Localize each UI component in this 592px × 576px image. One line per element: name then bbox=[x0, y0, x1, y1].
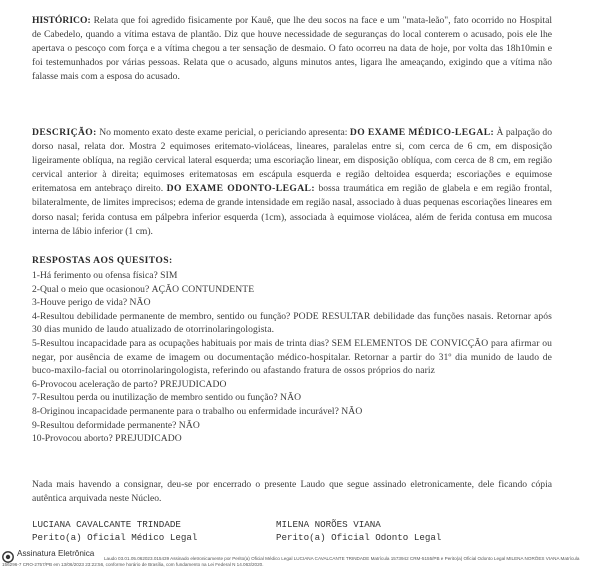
quesito-answer: PREJUDICADO bbox=[159, 378, 227, 390]
resposta-item bbox=[32, 419, 552, 433]
quesito-question: 8-Originou incapacidade permanente para o trabalho ou enfermidade incurável? bbox=[32, 405, 342, 417]
quesito-question: 9-Resultou deformidade permanente? bbox=[32, 419, 179, 431]
quesito-answer: NÃO bbox=[280, 392, 302, 404]
quesito-question: 7-Resultou perda ou inutilização de membro sentido ou função? bbox=[32, 392, 281, 404]
signer-name: LUCIANA CAVALCANTE TRINDADE bbox=[32, 519, 181, 530]
closing-paragraph: Nada mais havendo a consignar, deu-se por encerrado o presente Laudo que segue assinado eletronicamente, dele ficando cópia autêntica arquivada neste Núcleo. bbox=[32, 479, 552, 505]
resposta-item bbox=[32, 296, 552, 310]
historico-paragraph bbox=[32, 14, 552, 84]
signature-block-medico bbox=[32, 518, 197, 544]
descricao-label: DESCRIÇÃO: bbox=[32, 127, 97, 138]
descricao-text-intro: No momento exato deste exame pericial, o periciando apresenta: bbox=[96, 127, 350, 138]
exame-medico-legal-text: À palpação do dorso nasal, relata dor. Mostra 2 equimoses eritemato-violáceas, lineares, paralelas entre si, com cerca de 6 cm, em disposição ligeiramente oblíqua, na região cervical lateral esquerda; uma escoriação linear, em disposição oblíqua, com cerca de 8 cm, em região cervical anterior à direita; equimoses eritematosas em escápula esquerda e região deltoidea esquerda; escoriações e equimose eritematosa em antebraço direito. bbox=[32, 127, 552, 195]
respostas-list bbox=[32, 269, 552, 446]
signer-role: Perito(a) Oficial Odonto Legal bbox=[276, 532, 442, 543]
resposta-item bbox=[32, 310, 552, 337]
historico-label: HISTÓRICO: bbox=[32, 15, 91, 26]
quesito-answer: SIM bbox=[160, 270, 178, 281]
descricao-paragraph bbox=[32, 126, 552, 239]
resposta-item bbox=[32, 337, 552, 378]
quesito-question: 3-Houve perigo de vida? bbox=[32, 297, 130, 309]
quesito-answer: NÃO bbox=[178, 419, 200, 431]
signer-role: Perito(a) Oficial Médico Legal bbox=[32, 532, 198, 543]
resposta-item bbox=[32, 269, 552, 283]
exame-odonto-legal-text: bossa traumática em região de glabela e em região frontal, bilateralmente, de limites imprecisos; edema de grande intensidade em região nasal, associado à duas pequenas escoriações lineares em dorso nasal; ferida contusa em pálpebra inferior esquerda (1cm), associada à equimose violácea, além de ferida contusa em mucosa interna de lábio inferior (1 cm). bbox=[32, 183, 552, 237]
exame-odonto-legal-label: DO EXAME ODONTO-LEGAL: bbox=[166, 183, 315, 195]
resposta-item bbox=[32, 391, 552, 405]
quesito-question: 1-Há ferimento ou ofensa física? bbox=[32, 270, 161, 281]
resposta-item bbox=[32, 283, 552, 297]
quesito-answer: AÇÃO CONTUNDENTE bbox=[151, 283, 255, 295]
quesito-answer: NÃO bbox=[129, 297, 151, 309]
footer-title: Assinatura Eletrônica bbox=[17, 549, 95, 558]
resposta-item bbox=[32, 432, 552, 446]
footer-text-content: Laudo 03.01.05.062023.015439 Assinado eletronicamente por Perito(a) Oficial Médico Legal LUCIANA CAVALCANTE TRINDADE Matrícula 1573942 CRM-5155/PB e Perito(a) Oficial Odonto Legal MILENA NORÕES VIANA Matrícula 156296-7 CRO-2757/PB em 13/06/2023 23:22:56, conforme horário de Brasília, com fundamento na Lei Federal N 14.063/2020. bbox=[2, 556, 580, 567]
quesito-question: 4-Resultou debilidade permanente de membro, sentido ou função? bbox=[32, 310, 294, 322]
signature-block-odonto bbox=[276, 518, 441, 544]
respostas-title: RESPOSTAS AOS QUESITOS: bbox=[32, 255, 173, 266]
quesito-question: 10-Provocou aborto? bbox=[32, 433, 116, 445]
quesito-answer: SEM ELEMENTOS DE CONVICÇÃO para afirmar ou negar, por ausência de exame de imagem ou documentação médico-hospitalar. Retornar a partir do 31º dia munido de laudo de buco-maxilo-facial ou otorrinolaringologista, referindo ou afastando fratura de ossos próprios do nariz bbox=[32, 337, 552, 377]
footer-text bbox=[2, 556, 590, 568]
resposta-item bbox=[32, 378, 552, 392]
quesito-question: 2-Qual o meio que ocasionou? bbox=[32, 283, 152, 295]
resposta-item bbox=[32, 405, 552, 419]
signer-name: MILENA NORÕES VIANA bbox=[276, 519, 381, 530]
historico-text: Relata que foi agredido fisicamente por Kauê, que lhe deu socos na face e um "mata-leão", fato ocorrido no Hospital de Cabedelo, quando a vítima estava de plantão. Diz que houve necessidade de seguranças do local conterem o acusado, pois ele lhe apertava o pescoço com força e a vítima chegou a ter sensação de desmaio. O fato ocorreu na data de hoje, por volta das 18h10min e foi testemunhados por várias pessoas. Relata que o acusado, alguns minutos antes, ligara lhe ameaçando, exigindo que a vítima não falasse mais com a esposa do acusado. bbox=[32, 15, 552, 83]
exame-medico-legal-label: DO EXAME MÉDICO-LEGAL: bbox=[349, 127, 495, 138]
quesito-answer: NÃO bbox=[341, 405, 363, 417]
quesito-answer: PODE RESULTAR debilidade das funções nasais. Retornar após 30 dias munido de laudo atualizado de otorrinolaringologista. bbox=[32, 310, 552, 336]
quesito-answer: PREJUDICADO bbox=[115, 433, 182, 445]
quesito-question: 6-Provocou aceleração de parto? bbox=[32, 378, 160, 390]
quesito-question: 5-Resultou incapacidade para as ocupações habituais por mais de trinta dias? bbox=[32, 337, 332, 349]
